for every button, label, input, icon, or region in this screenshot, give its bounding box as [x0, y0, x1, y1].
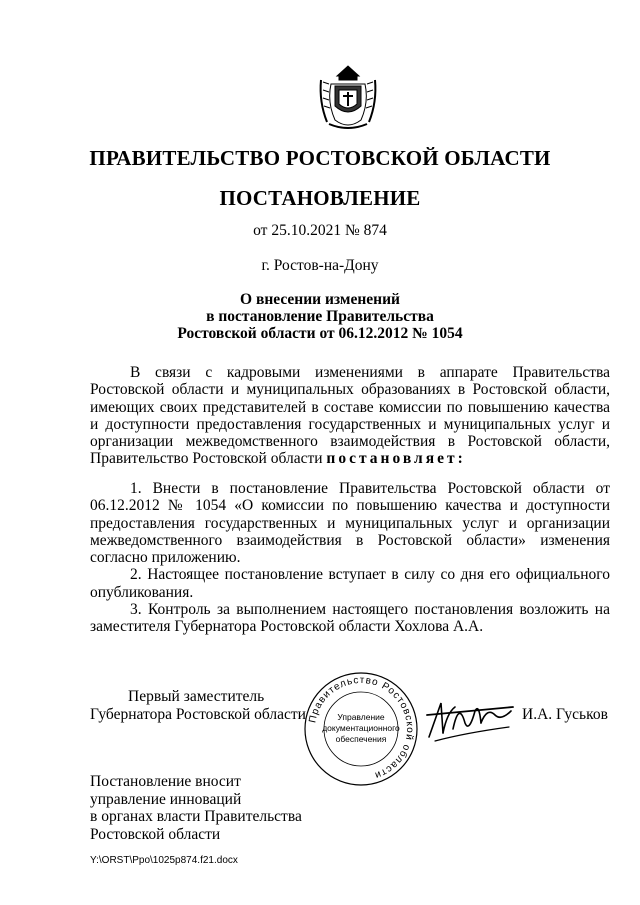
document-type-title: ПОСТАНОВЛЕНИЕ	[219, 186, 421, 210]
decree-items	[90, 480, 610, 636]
note-line-1: Постановление вносит	[90, 773, 241, 790]
subject-line-1: О внесении изменений	[240, 291, 400, 308]
note-line-3: в органах власти Правительства	[90, 808, 302, 825]
subject-line-2: в постановление Правительства	[206, 308, 434, 325]
decree-item-2: 2. Настоящее постановление вступает в силу со дня его официального опубликования.	[90, 566, 610, 601]
signer-name: И.А. Гуськов	[522, 706, 608, 723]
preamble-paragraph	[90, 364, 610, 468]
submitted-by-note	[90, 773, 302, 843]
file-path: Y:\ORST\Ppo\1025p874.f21.docx	[90, 855, 238, 866]
note-line-2: управление инноваций	[90, 790, 242, 808]
date-number: от 25.10.2021 № 874	[253, 222, 387, 239]
government-title: ПРАВИТЕЛЬСТВО РОСТОВСКОЙ ОБЛАСТИ	[89, 146, 551, 170]
signatory-position	[90, 688, 306, 723]
stamp-inner-line-2: документационного	[322, 723, 400, 733]
handwritten-signature	[425, 693, 515, 745]
subject-heading	[0, 291, 640, 342]
decree-item-1: 1. Внести в постановление Правительства Ростовской области от 06.12.2012 № 1054 «О комиссии по повышению качества и доступности предоставления государственных и муниципальных услуг и организации межведомственного взаимодействия в Ростовской области» изменения согласно приложению.	[90, 480, 610, 567]
official-stamp	[302, 670, 420, 788]
city-line: г. Ростов-на-Дону	[261, 257, 379, 274]
subject-line-3: Ростовской области от 06.12.2012 № 1054	[177, 325, 463, 342]
stamp-inner-line-3: обеспечения	[335, 734, 387, 744]
preamble-text: В связи с кадровыми изменениями в аппарате Правительства Ростовской области и муниципальных образованиях в Ростовской области, имеющих своих представителей в составе комиссии по повышению качества и доступности предоставления государственных и муниципальных услуг и организации межведомственного взаимодействия в Ростовской области, Правительство Ростовской области	[90, 364, 610, 468]
position-line-1: Первый заместитель	[128, 688, 265, 705]
stamp-inner-line-1: Управление	[337, 712, 385, 722]
position-line-2: Губернатора Ростовской области	[90, 705, 306, 723]
decree-word: постановляет:	[326, 450, 466, 468]
stamp-outer-text: Правительство Ростовской области	[307, 674, 416, 781]
coat-of-arms-icon	[317, 62, 379, 132]
note-line-4: Ростовской области	[90, 825, 221, 843]
decree-item-3: 3. Контроль за выполнением настоящего постановления возложить на заместителя Губернатора Ростовской области Хохлова А.А.	[90, 601, 610, 636]
